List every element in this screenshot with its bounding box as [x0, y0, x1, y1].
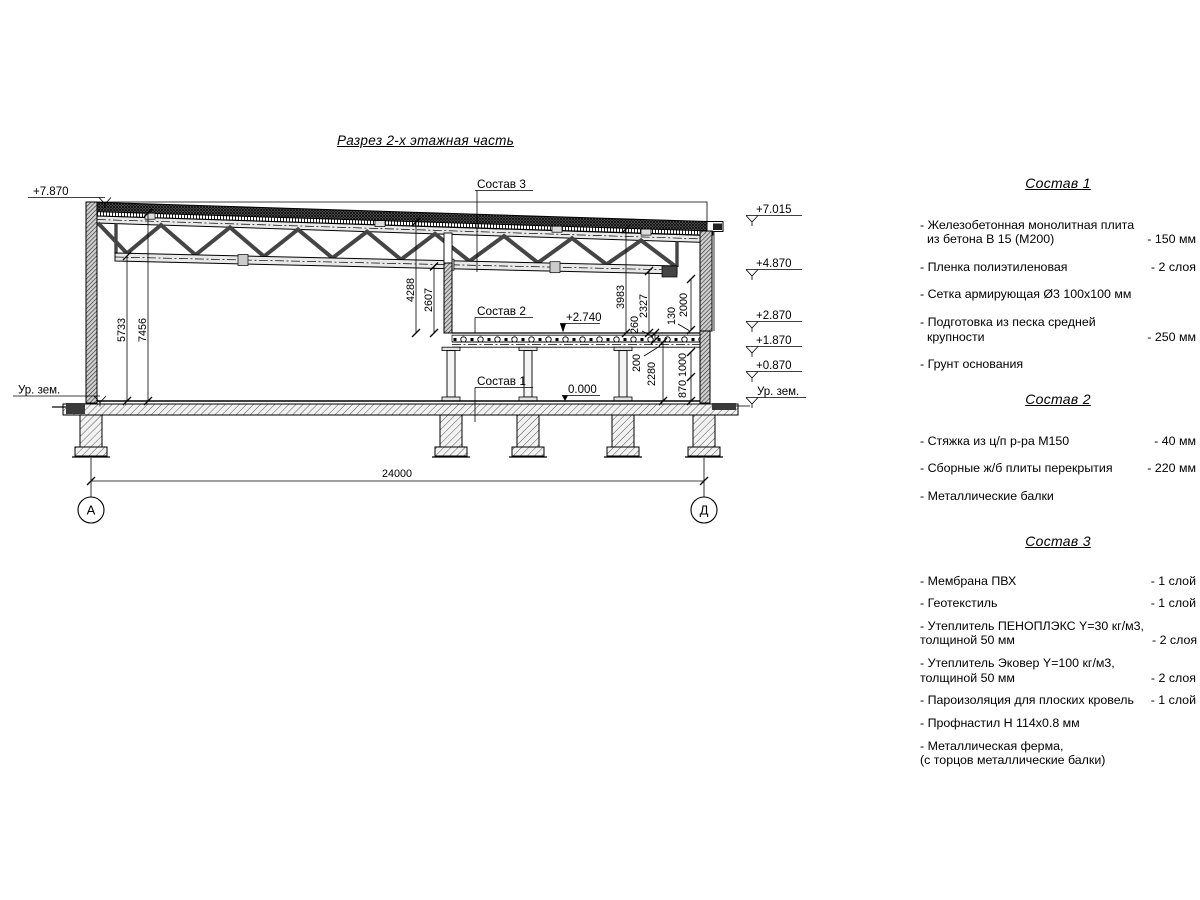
dim-1000 [677, 348, 695, 381]
dim-2607 [423, 263, 438, 338]
level-mark-4870 [746, 258, 802, 280]
svg-text:0.000: 0.000 [568, 384, 597, 396]
layer-thickness: - 1 слой [1150, 573, 1196, 588]
ground-slab [52, 401, 750, 415]
footing [685, 415, 723, 457]
layer-item: - Грунт основания [920, 357, 1024, 372]
dim-label: 2280 [646, 361, 658, 387]
dim-label: 1000 [677, 352, 689, 378]
axis-markers [78, 497, 717, 523]
layer-item: - Металлическая ферма, (с торцов металлические балки) [920, 738, 1106, 768]
footing [432, 415, 470, 457]
layer-thickness: - 1 слой [1150, 596, 1196, 611]
layer-thickness: - 2 слоя [1150, 670, 1196, 685]
section-drawing [0, 0, 900, 560]
dim-label: 870 [677, 379, 689, 399]
layer-item: - Профнастил Н 114x0.8 мм [920, 715, 1080, 730]
layer-item: - Сетка армирующая Ø3 100x100 мм [920, 287, 1132, 302]
dim-label: 7456 [137, 317, 149, 343]
layer-item: - Пленка полиэтиленовая - 2 слоя [920, 259, 1196, 274]
column [442, 347, 460, 401]
dim-label: 4288 [405, 277, 417, 303]
dim-label: 130 [666, 306, 678, 326]
dim-label: 260 [629, 315, 641, 335]
truss-end-bracket [662, 266, 677, 277]
axis-letter-d: Д [699, 502, 709, 518]
composition-block-3 [920, 533, 1196, 776]
right-wall [700, 231, 714, 403]
layer-thickness: - 40 мм [1154, 433, 1196, 448]
footing [72, 415, 110, 457]
svg-text:+7.870: +7.870 [33, 186, 69, 198]
layer-item: - Утеплитель Эковер Y=100 кг/м3, толщиной 50 мм - 2 слоя [920, 656, 1196, 685]
dim-label: 200 [631, 353, 643, 373]
svg-text:+1.870: +1.870 [756, 335, 792, 347]
layer-item: - Утеплитель ПЕНОПЛЭКС Y=30 кг/м3, толщиной 50 мм - 2 слоя [920, 618, 1198, 648]
layer-thickness: - 1 слой [1150, 693, 1196, 708]
svg-text:Состав 3: Состав 3 [477, 177, 526, 191]
svg-text:+0.870: +0.870 [756, 360, 792, 372]
middle-wall [444, 233, 452, 333]
layer-thickness: - 250 мм [1147, 329, 1196, 344]
layer-item: - Пароизоляция для плоских кровель - 1 слой [920, 693, 1196, 708]
svg-text:Ур. зем.: Ур. зем. [757, 386, 800, 398]
layer-thickness: - 2 слоя [1150, 259, 1196, 274]
dim-label: 24000 [381, 468, 413, 480]
layer-item: - Подготовка из песка средней крупности - 250 мм [920, 315, 1196, 344]
dim-3983 [615, 225, 630, 337]
foundation-beam-right [712, 403, 736, 410]
composition-block-1 [920, 175, 1196, 385]
dim-24000 [87, 458, 708, 497]
callouts [475, 177, 533, 422]
svg-text:+7.015: +7.015 [756, 204, 792, 216]
layer-item: - Мембрана ПВХ - 1 слой [920, 573, 1196, 588]
composition-block-2 [920, 391, 1196, 516]
hollow-core-slab [452, 335, 700, 342]
level-mark-2870 [746, 310, 802, 332]
level-mark-0000 [562, 384, 600, 401]
layer-item: - Сборные ж/б плиты перекрытия - 220 мм [920, 461, 1196, 476]
svg-text:Состав 2: Состав 2 [477, 304, 526, 318]
layer-thickness: - 2 слоя [1152, 633, 1198, 648]
building-section [52, 202, 750, 457]
level-mark-7015 [746, 204, 802, 226]
composition-title: Состав 1 [1025, 175, 1091, 191]
axis-letter-a: А [86, 502, 96, 518]
layer-thickness: - 150 мм [1147, 232, 1196, 247]
svg-text:Ур. зем.: Ур. зем. [18, 384, 61, 397]
svg-text:+2.870: +2.870 [756, 310, 792, 322]
composition-title: Состав 3 [1025, 533, 1091, 549]
footing [509, 415, 547, 457]
svg-text:Состав 1: Состав 1 [477, 374, 526, 388]
dim-2280 [646, 347, 667, 405]
layer-item: - Металлические балки [920, 488, 1054, 503]
drawing-title: Разрез 2-х этажная часть [337, 133, 515, 148]
footing [604, 415, 642, 457]
foundation-beam-left [66, 403, 85, 414]
callout-sostav2 [475, 304, 533, 334]
layer-item: - Железобетонная монолитная плита из бетона В 15 (М200) - 150 мм [920, 217, 1196, 247]
dim-5733 [116, 252, 131, 405]
dim-label: 2000 [678, 292, 690, 318]
dim-label: 5733 [116, 317, 128, 343]
svg-text:+2.740: +2.740 [566, 312, 602, 324]
dim-label: 2607 [423, 287, 435, 313]
layer-thickness: - 220 мм [1147, 461, 1196, 476]
level-mark-2740 [560, 312, 602, 333]
layer-item: - Геотекстиль - 1 слой [920, 596, 1196, 611]
foundations [72, 415, 723, 457]
layer-item: - Стяжка из ц/п р-ра М150 - 40 мм [920, 433, 1196, 448]
level-mark-1870 [746, 335, 802, 357]
column [614, 347, 632, 401]
svg-text:+4.870: +4.870 [756, 258, 792, 270]
left-wall [86, 202, 97, 403]
dim-label: 3983 [615, 284, 627, 310]
dim-label: 2327 [638, 293, 650, 319]
columns [442, 347, 632, 401]
composition-title: Состав 2 [1025, 391, 1091, 407]
level-mark-0870 [746, 360, 802, 382]
level-mark-right-ground [746, 386, 806, 408]
dim-4288 [405, 218, 420, 337]
